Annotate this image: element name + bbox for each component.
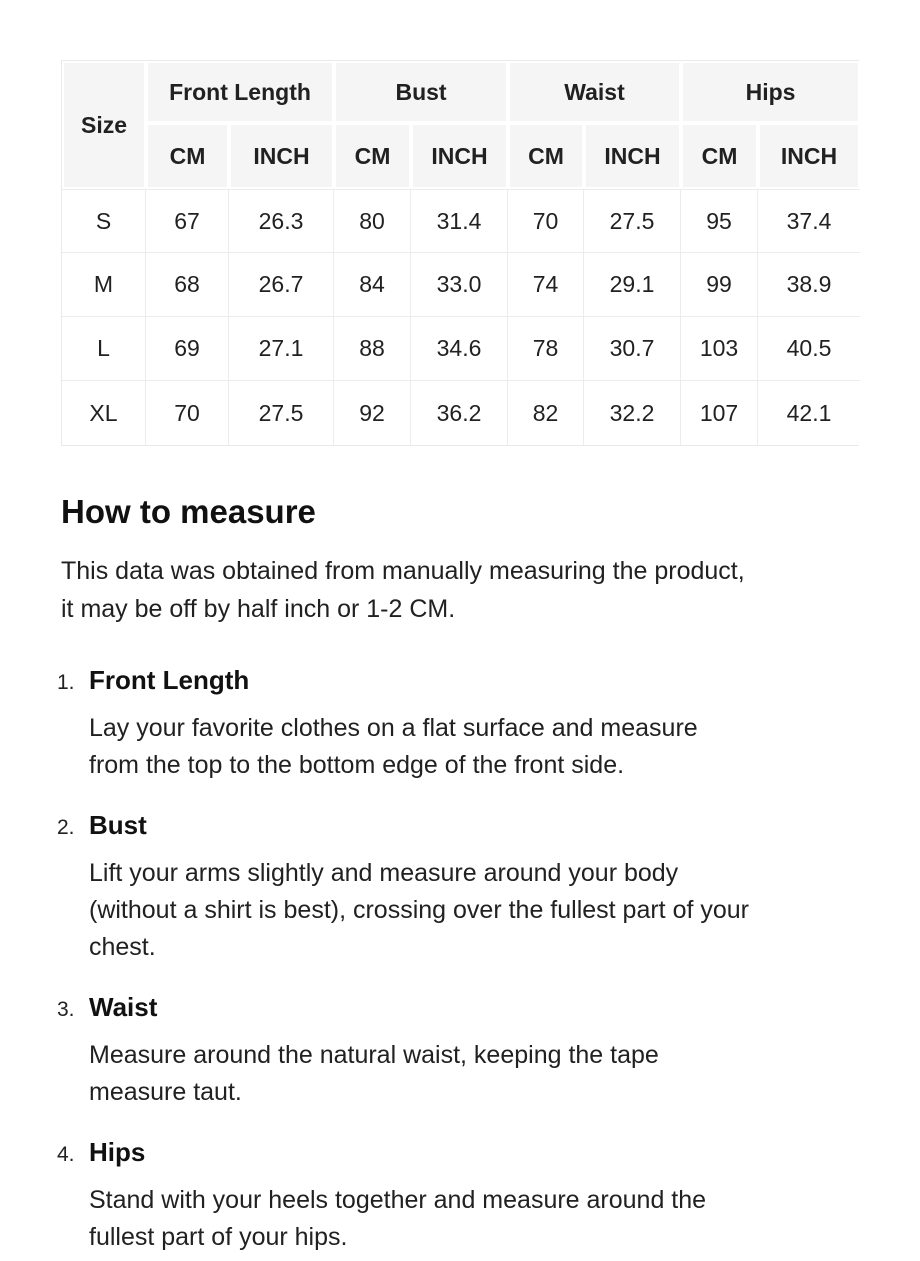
measurement-cell: 27.1 [229, 317, 334, 381]
unit-header-cm: CM [146, 123, 229, 189]
step-description: Lift your arms slightly and measure around your body (without a shirt is best), crossing over the fullest part of your chest. [89, 859, 749, 961]
measurement-cell: 32.2 [584, 381, 681, 445]
measurement-cell: 38.9 [758, 253, 860, 317]
step-number: 3. [57, 998, 75, 1021]
intro-line: it may be off by half inch or 1-2 CM. [61, 595, 456, 623]
measurement-cell: 34.6 [411, 317, 508, 381]
table-row [62, 381, 860, 445]
unit-header-inch: INCH [758, 123, 860, 189]
size-chart-table [62, 61, 860, 445]
measurement-cell: 78 [508, 317, 584, 381]
measurement-cell: 74 [508, 253, 584, 317]
measurement-cell: 88 [334, 317, 411, 381]
step-item-bust [57, 809, 859, 966]
table-row [62, 317, 860, 381]
measurement-cell: 67 [146, 189, 229, 253]
measurement-cell: 36.2 [411, 381, 508, 445]
measurement-cell: 82 [508, 381, 584, 445]
unit-header-cm: CM [508, 123, 584, 189]
measurement-cell: 29.1 [584, 253, 681, 317]
step-description: Lay your favorite clothes on a flat surface and measure from the top to the bottom edge of the front side. [89, 714, 698, 779]
column-header-bust: Bust [334, 61, 508, 123]
measurement-cell: 30.7 [584, 317, 681, 381]
table-row [62, 189, 860, 253]
measurement-cell: 70 [508, 189, 584, 253]
step-item-front-length [57, 664, 859, 784]
measurement-cell: 99 [681, 253, 758, 317]
unit-header-cm: CM [681, 123, 758, 189]
step-item-hips [57, 1136, 859, 1256]
unit-header-inch: INCH [229, 123, 334, 189]
size-cell: M [62, 253, 146, 317]
step-title: Waist [89, 992, 158, 1022]
how-to-measure-section [57, 493, 859, 1256]
step-number: 2. [57, 816, 75, 839]
column-header-size: Size [62, 61, 146, 189]
column-header-waist: Waist [508, 61, 681, 123]
unit-header-inch: INCH [411, 123, 508, 189]
intro-text [61, 552, 859, 628]
measurement-cell: 80 [334, 189, 411, 253]
measurement-cell: 103 [681, 317, 758, 381]
step-description: Measure around the natural waist, keeping the tape measure taut. [89, 1041, 659, 1106]
size-cell: L [62, 317, 146, 381]
measurement-cell: 84 [334, 253, 411, 317]
measurement-cell: 26.7 [229, 253, 334, 317]
step-item-waist [57, 991, 859, 1111]
measurement-cell: 37.4 [758, 189, 860, 253]
step-number: 4. [57, 1143, 75, 1166]
size-cell: XL [62, 381, 146, 445]
size-chart [61, 60, 859, 446]
measurement-cell: 27.5 [584, 189, 681, 253]
step-title: Hips [89, 1137, 146, 1167]
step-title: Bust [89, 810, 147, 840]
measurement-cell: 69 [146, 317, 229, 381]
unit-header-inch: INCH [584, 123, 681, 189]
size-cell: S [62, 189, 146, 253]
how-to-measure-heading: How to measure [61, 493, 316, 530]
measurement-cell: 33.0 [411, 253, 508, 317]
unit-header-cm: CM [334, 123, 411, 189]
column-header-front-length: Front Length [146, 61, 334, 123]
measurement-cell: 42.1 [758, 381, 860, 445]
table-row [62, 253, 860, 317]
measurement-cell: 31.4 [411, 189, 508, 253]
measurement-cell: 70 [146, 381, 229, 445]
measurement-cell: 40.5 [758, 317, 860, 381]
step-title: Front Length [89, 665, 250, 695]
column-header-hips: Hips [681, 61, 860, 123]
measurement-cell: 92 [334, 381, 411, 445]
step-description: Stand with your heels together and measure around the fullest part of your hips. [89, 1186, 707, 1251]
measure-steps-list [57, 664, 859, 1256]
intro-line: This data was obtained from manually measuring the product, [61, 557, 745, 585]
measurement-cell: 95 [681, 189, 758, 253]
measurement-cell: 107 [681, 381, 758, 445]
step-number: 1. [57, 671, 75, 694]
measurement-cell: 26.3 [229, 189, 334, 253]
measurement-cell: 27.5 [229, 381, 334, 445]
measurement-cell: 68 [146, 253, 229, 317]
